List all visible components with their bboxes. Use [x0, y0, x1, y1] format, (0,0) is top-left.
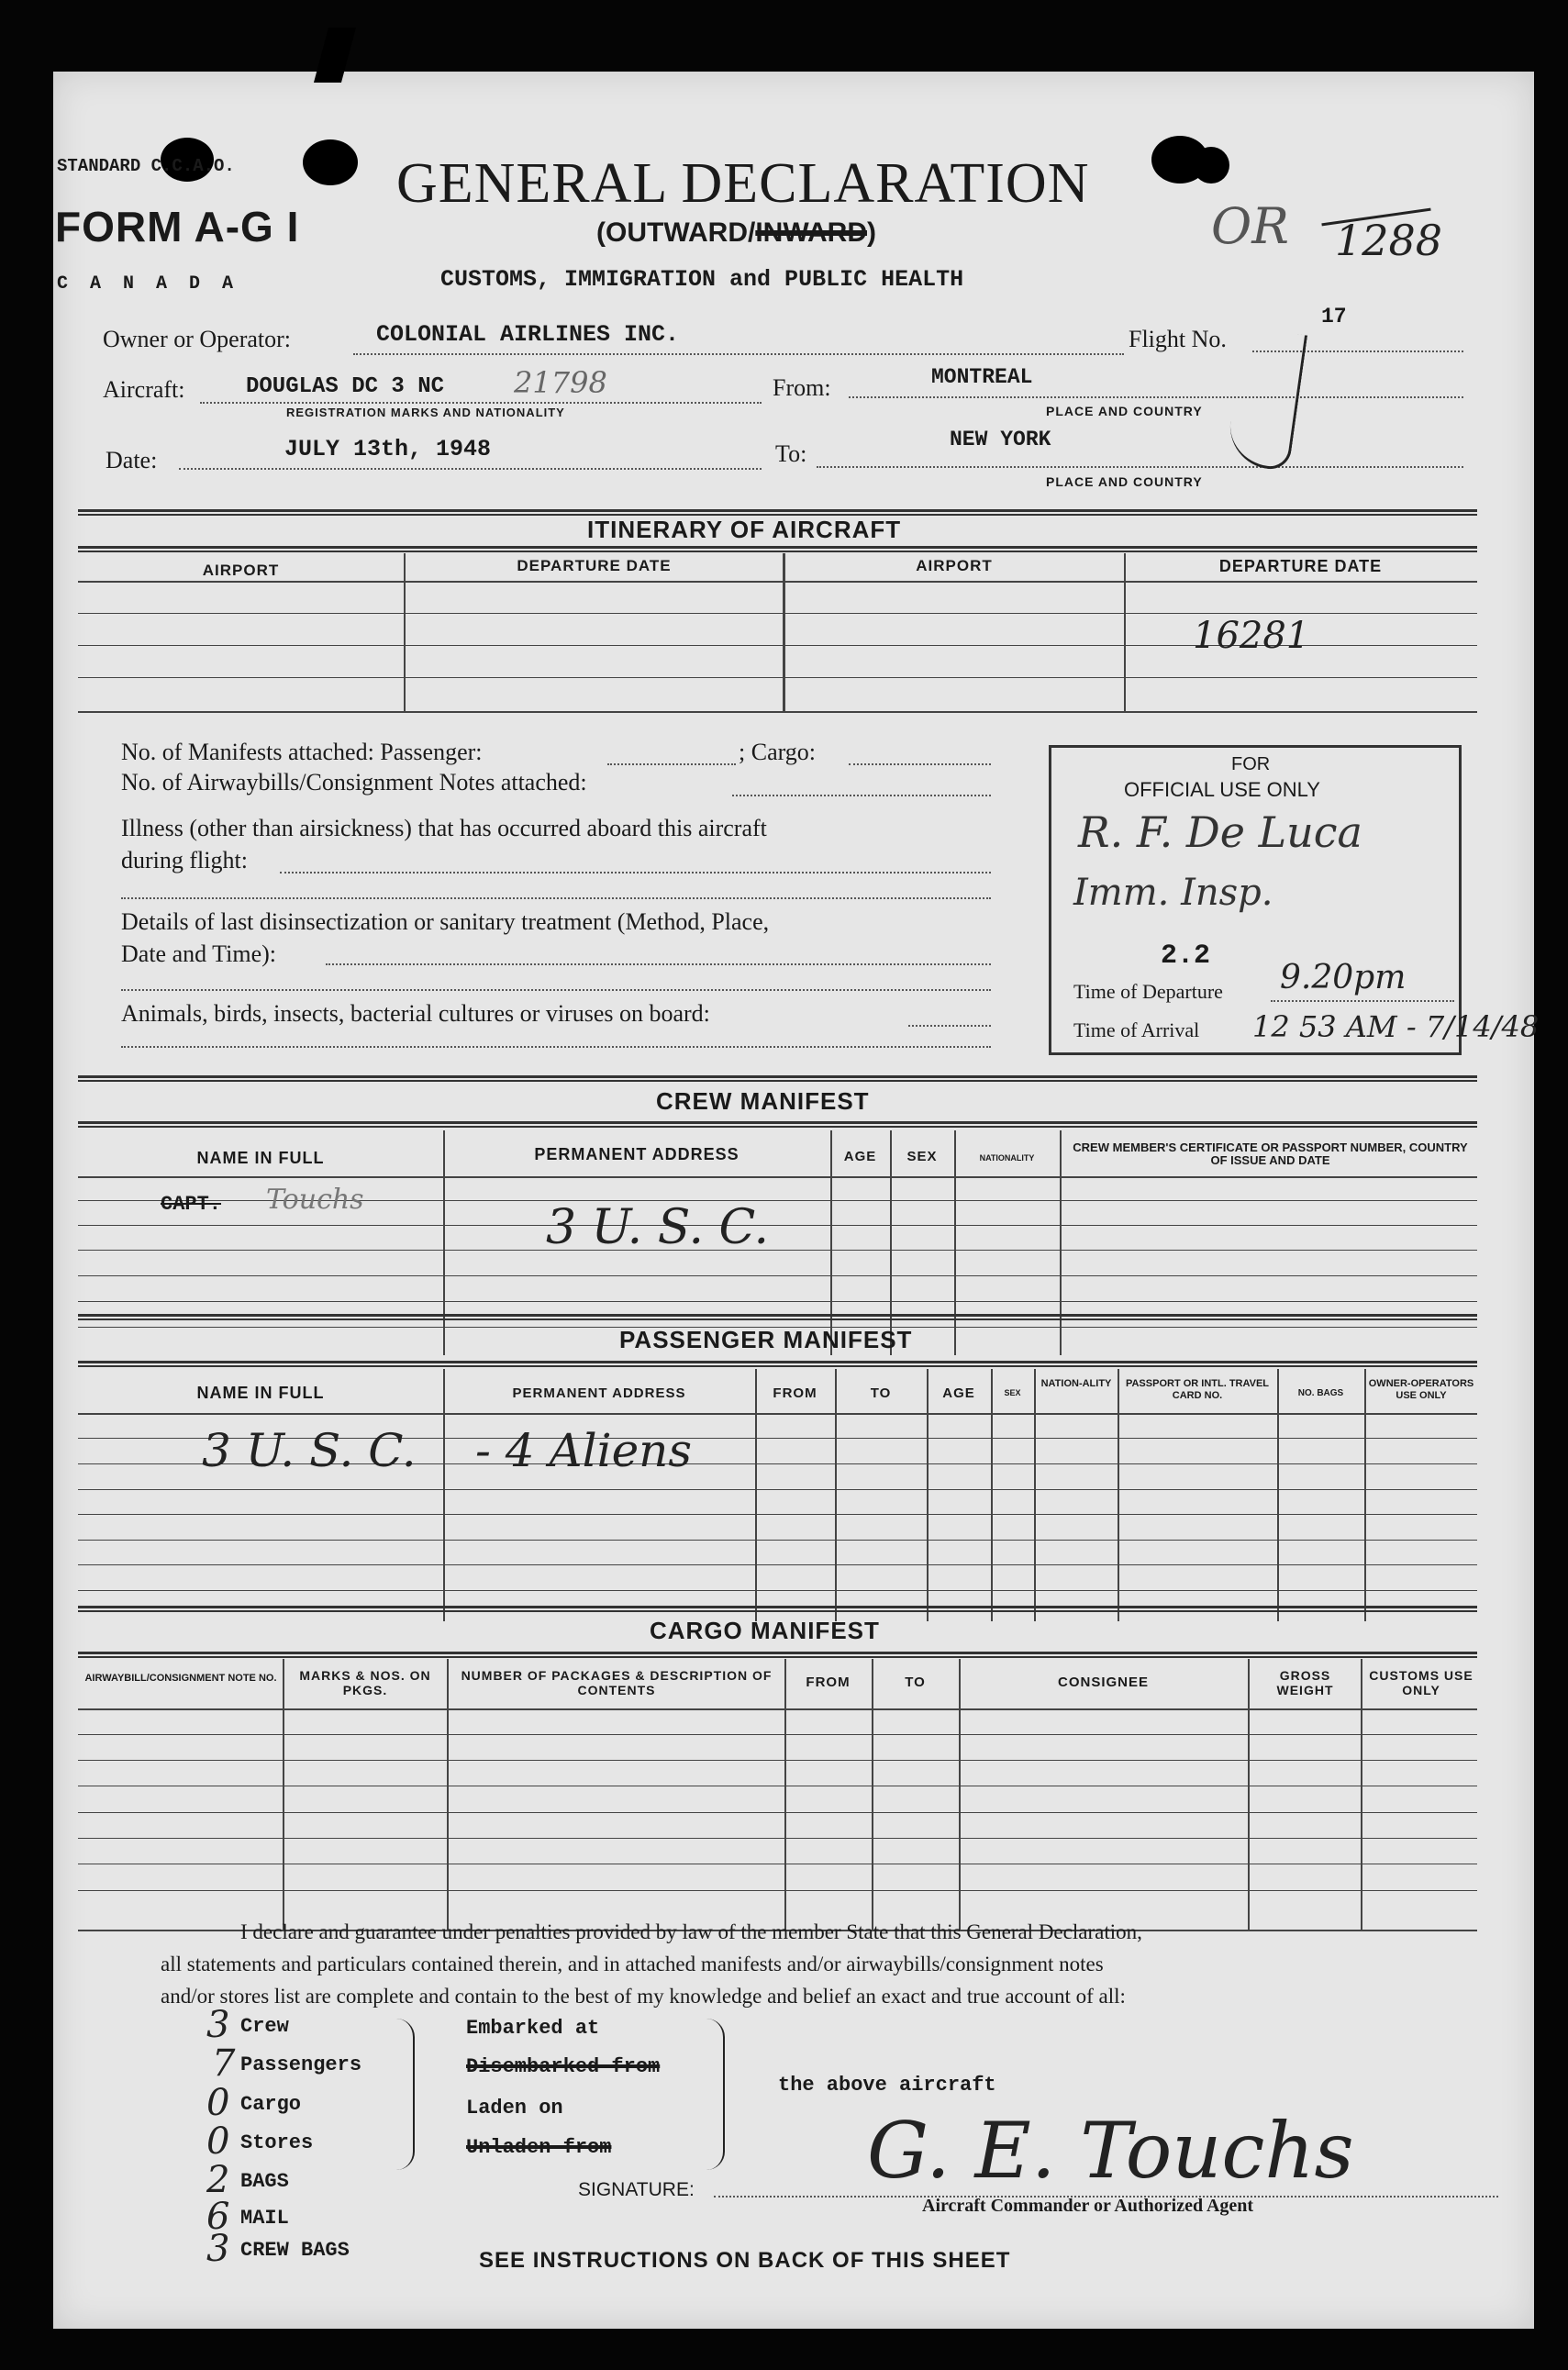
flight-label: Flight No.	[1129, 326, 1227, 352]
cargo-top-rule	[78, 1606, 1477, 1612]
illness-line-2	[121, 897, 991, 899]
country-label: C A N A D A	[57, 273, 239, 295]
cargo-col-packages: NUMBER OF PACKAGES & DESCRIPTION OF CONTENTS	[461, 1668, 773, 1697]
declaration-item-count: 7	[212, 2042, 236, 2085]
commander-signature: G. E. Touchs	[867, 2106, 1354, 2196]
itinerary-col-date-2: DEPARTURE DATE	[1218, 557, 1383, 575]
itinerary-top-rule	[78, 509, 1477, 516]
declaration-item-label: Passengers	[240, 2053, 362, 2076]
cargo-divider	[784, 1659, 786, 1930]
crew-row-line	[78, 1275, 1477, 1276]
passenger-col-age: AGE	[942, 1385, 975, 1401]
cargo-header-rule	[78, 1652, 1477, 1658]
passenger-divider	[927, 1369, 929, 1621]
passenger-col-name: NAME IN FULL	[196, 1384, 325, 1402]
to-label: To:	[775, 440, 807, 467]
aircraft-label: Aircraft:	[103, 376, 185, 403]
outward-label: OUTWARD	[606, 217, 748, 248]
passenger-divider	[1118, 1369, 1119, 1621]
owner-line	[353, 353, 1124, 355]
passenger-col-passport: PASSPORT OR INTL. TRAVEL CARD NO.	[1125, 1378, 1270, 1401]
cargo-row-line	[78, 1812, 1477, 1813]
corner-note: OR	[1211, 197, 1289, 255]
official-signature-title: Imm. Insp.	[1073, 872, 1273, 914]
punch-hole	[1193, 147, 1229, 184]
passenger-top-rule	[78, 1314, 1477, 1320]
cargo-row-line	[78, 1734, 1477, 1735]
cargo-col-weight: GROSS WEIGHT	[1276, 1668, 1334, 1697]
passenger-col-nationality: NATION-ALITY	[1040, 1378, 1112, 1389]
cargo-col-from: FROM	[806, 1675, 851, 1690]
itinerary-col-date-1: DEPARTURE DATE	[517, 557, 672, 574]
illness-label-1: Illness (other than airsickness) that has occurred aboard this aircraft	[121, 815, 767, 841]
manifests-label: No. of Manifests attached: Passenger:	[121, 739, 483, 765]
corner-number: 1288	[1335, 216, 1443, 265]
date-line	[179, 468, 762, 470]
cargo-divider	[872, 1659, 873, 1930]
passenger-row-hand-2: - 4 Aliens	[475, 1424, 693, 1477]
illness-line	[280, 872, 991, 873]
animals-line-2	[121, 1046, 991, 1048]
crew-col-address: PERMANENT ADDRESS	[534, 1145, 740, 1163]
cargo-divider	[1361, 1659, 1362, 1930]
itinerary-divider	[404, 553, 406, 711]
departure-line	[1271, 1000, 1454, 1002]
declaration-line-1: I declare and guarantee under penalties provided by law of the member State that this General Declaration,	[240, 1920, 1142, 1943]
to-place-caption: PLACE AND COUNTRY	[1046, 474, 1203, 489]
declaration-line-3: and/or stores list are complete and contain to the best of my knowledge and belief an exact and true account of all:	[161, 1985, 1126, 2008]
disinsect-line	[326, 963, 991, 965]
cargo-col-marks: MARKS & NOS. ON PKGS.	[299, 1668, 431, 1697]
airwaybills-line	[732, 795, 991, 796]
crew-row-line	[78, 1301, 1477, 1302]
declaration-item-count: 3	[206, 2004, 230, 2046]
departure-time-label: Time of Departure	[1073, 980, 1223, 1003]
passenger-row-line	[78, 1514, 1477, 1515]
itinerary-hand-note: 16281	[1193, 615, 1310, 657]
passenger-divider	[1277, 1369, 1279, 1621]
disembarked-label: Disembarked from	[466, 2055, 661, 2078]
animals-line	[908, 1025, 991, 1027]
passenger-col-address: PERMANENT ADDRESS	[512, 1385, 686, 1401]
crew-col-age: AGE	[843, 1149, 877, 1164]
declaration-item-label: Stores	[240, 2131, 314, 2154]
itinerary-row-line	[78, 613, 1477, 614]
direction-label: (OUTWARD/INWARD)	[596, 217, 876, 248]
crew-row-name: CAPT.	[161, 1193, 222, 1216]
cargo-col-airwaybill: AIRWAYBILL/CONSIGNMENT NOTE NO.	[84, 1673, 277, 1684]
crew-row-line	[78, 1176, 1477, 1178]
from-place-caption: PLACE AND COUNTRY	[1046, 404, 1203, 418]
crew-col-sex: SEX	[906, 1149, 938, 1164]
itinerary-divider	[1124, 553, 1126, 711]
declaration-item-label: MAIL	[240, 2207, 289, 2230]
declaration-item-label: BAGS	[240, 2170, 289, 2193]
declaration-line-2: all statements and particulars contained therein, and in attached manifests and/or airwaybills/consignment notes	[161, 1953, 1104, 1975]
declaration-item-label: CREW BAGS	[240, 2239, 350, 2262]
passenger-count-line	[607, 763, 736, 765]
cargo-count-label: ; Cargo:	[739, 739, 817, 765]
cargo-divider	[1248, 1659, 1250, 1930]
passenger-col-bags: NO. BAGS	[1297, 1388, 1344, 1398]
itinerary-col-airport-2: AIRPORT	[916, 557, 993, 574]
declaration-bracket-right	[706, 2019, 725, 2170]
crew-title: CREW MANIFEST	[656, 1087, 870, 1115]
declaration-item-label: Cargo	[240, 2093, 302, 2116]
passenger-col-from: FROM	[773, 1385, 817, 1401]
embarked-label: Embarked at	[466, 2017, 600, 2040]
inward-label: INWARD	[755, 217, 867, 248]
crew-row-line	[78, 1225, 1477, 1226]
itinerary-header-rule	[78, 546, 1477, 552]
flight-value: 17	[1321, 305, 1347, 328]
passenger-row-line	[78, 1489, 1477, 1490]
laden-label: Laden on	[466, 2097, 563, 2120]
passenger-divider	[835, 1369, 837, 1621]
passenger-col-to: TO	[870, 1385, 892, 1401]
form-number: FORM A-G I	[55, 203, 300, 250]
signature-label: SIGNATURE:	[578, 2179, 695, 2200]
crew-divider	[954, 1130, 956, 1355]
passenger-col-owner: OWNER-OPERATORS USE ONLY	[1368, 1378, 1474, 1401]
declaration-item-count: 2	[206, 2159, 230, 2201]
owner-label: Owner or Operator:	[103, 326, 292, 352]
crew-header-rule	[78, 1121, 1477, 1128]
itinerary-title: ITINERARY OF AIRCRAFT	[587, 516, 902, 543]
cargo-row-line	[78, 1890, 1477, 1891]
cargo-divider	[283, 1659, 284, 1930]
owner-value: COLONIAL AIRLINES INC.	[376, 321, 680, 348]
official-for: FOR	[1231, 754, 1271, 774]
disinsect-label-1: Details of last disinsectization or sanitary treatment (Method, Place,	[121, 908, 770, 935]
crew-top-rule	[78, 1075, 1477, 1082]
disinsect-label-2: Date and Time):	[121, 940, 276, 967]
aircraft-line	[200, 402, 762, 404]
itinerary-col-airport-1: AIRPORT	[202, 562, 280, 579]
cargo-count-line	[849, 763, 991, 765]
date-label: Date:	[106, 447, 158, 473]
declaration-bracket-left	[396, 2019, 415, 2170]
date-value: JULY 13th, 1948	[284, 436, 492, 462]
arrival-time-label: Time of Arrival	[1073, 1018, 1200, 1041]
from-label: From:	[773, 374, 831, 401]
declaration-item-label: Crew	[240, 2015, 289, 2038]
itinerary-subrule	[78, 581, 1477, 583]
passenger-row-line	[78, 1564, 1477, 1565]
cargo-col-to: TO	[905, 1675, 926, 1690]
cargo-row-line	[78, 1708, 1477, 1710]
form-subtitle: CUSTOMS, IMMIGRATION and PUBLIC HEALTH	[440, 266, 964, 293]
to-line	[817, 466, 1463, 468]
passenger-row-line	[78, 1413, 1477, 1415]
crew-row-address-hand: 3 U. S. C.	[546, 1200, 770, 1255]
crew-col-nationality: NATIONALITY	[979, 1153, 1035, 1163]
declaration-item-count: 0	[206, 2082, 230, 2124]
from-value: MONTREAL	[931, 365, 1033, 389]
cargo-title: CARGO MANIFEST	[650, 1617, 880, 1644]
cargo-row-line	[78, 1760, 1477, 1761]
cargo-col-customs: CUSTOMS USE ONLY	[1369, 1668, 1473, 1697]
official-stamp-number: 2.2	[1161, 940, 1211, 972]
itinerary-divider	[783, 553, 785, 711]
commander-caption: Aircraft Commander or Authorized Agent	[922, 2196, 1254, 2216]
aircraft-registration-hand: 21798	[514, 365, 607, 400]
cargo-divider	[959, 1659, 961, 1930]
passenger-divider	[1034, 1369, 1036, 1621]
official-signature: R. F. De Luca	[1078, 807, 1362, 857]
disinsect-line-2	[121, 989, 991, 991]
declaration-item-count: 3	[206, 2228, 230, 2270]
official-use-only: OFFICIAL USE ONLY	[1124, 778, 1320, 801]
passenger-header-rule	[78, 1361, 1477, 1367]
passenger-row-hand-1: 3 U. S. C.	[202, 1424, 417, 1477]
passenger-row-line	[78, 1590, 1477, 1591]
airwaybills-label: No. of Airwaybills/Consignment Notes attached:	[121, 769, 587, 796]
cargo-divider	[447, 1659, 449, 1930]
unladen-label: Unladen from	[466, 2136, 612, 2159]
passenger-col-sex: SEX	[1004, 1388, 1021, 1397]
to-value: NEW YORK	[950, 428, 1051, 451]
instructions-note: SEE INSTRUCTIONS ON BACK OF THIS SHEET	[479, 2248, 1011, 2273]
animals-label: Animals, birds, insects, bacterial cultures or viruses on board:	[121, 1000, 710, 1027]
passenger-divider	[1364, 1369, 1366, 1621]
passenger-divider	[443, 1369, 445, 1621]
crew-row-line	[78, 1250, 1477, 1251]
crew-row-name-hand: Touchs	[266, 1184, 364, 1216]
departure-time-value: 9.20pm	[1280, 959, 1407, 996]
illness-label-2: during flight:	[121, 847, 248, 873]
passenger-divider	[755, 1369, 757, 1621]
passenger-title: PASSENGER MANIFEST	[619, 1326, 913, 1353]
above-aircraft-label: the above aircraft	[778, 2074, 996, 2097]
standard-label: STANDARD C.C.A.O.	[57, 156, 235, 176]
cargo-col-consignee: CONSIGNEE	[1057, 1675, 1149, 1690]
punch-hole	[303, 139, 358, 185]
crew-col-name: NAME IN FULL	[196, 1149, 325, 1167]
from-line	[849, 396, 1463, 398]
itinerary-bottom-rule	[78, 711, 1477, 713]
form-title: GENERAL DECLARATION	[396, 152, 1090, 215]
passenger-divider	[991, 1369, 993, 1621]
passenger-row-line	[78, 1540, 1477, 1541]
itinerary-row-line	[78, 677, 1477, 678]
declaration-item-count: 0	[206, 2120, 230, 2163]
aircraft-value: DOUGLAS DC 3 NC	[246, 374, 445, 399]
crew-divider	[1060, 1130, 1062, 1355]
crew-col-certificate: CREW MEMBER'S CERTIFICATE OR PASSPORT NUMBER, COUNTRY OF ISSUE AND DATE	[1073, 1140, 1468, 1167]
arrival-time-value: 12 53 AM - 7/14/48	[1252, 1009, 1540, 1044]
registration-caption: REGISTRATION MARKS AND NATIONALITY	[286, 406, 565, 419]
cargo-row-line	[78, 1838, 1477, 1839]
declaration-item-count: 6	[206, 2196, 230, 2238]
